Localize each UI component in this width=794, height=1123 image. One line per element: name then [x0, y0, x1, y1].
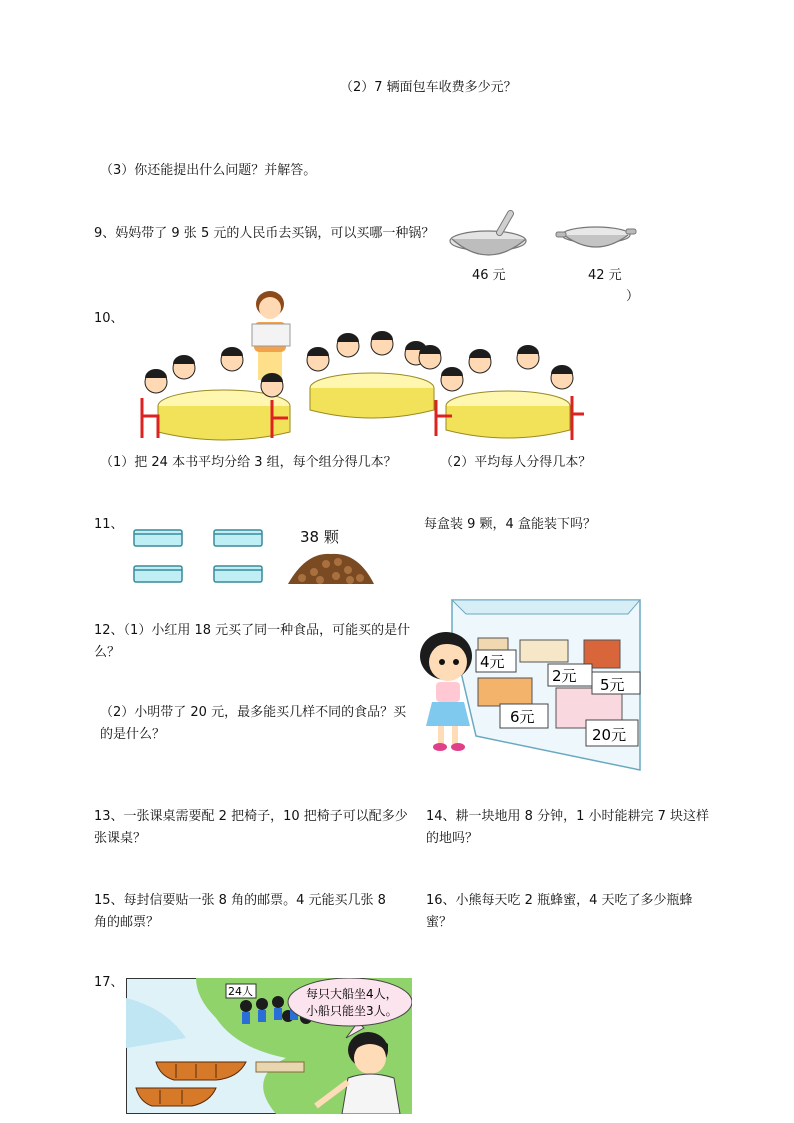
round-table-middle: [310, 373, 434, 418]
crowd-sign: 24人: [228, 985, 253, 998]
wok-b-icon: [556, 227, 636, 247]
snack-box-2: [520, 640, 568, 662]
box-3: [134, 566, 182, 582]
boxes-illustration: [130, 524, 270, 588]
q15-text: 15、每封信要贴一张 8 角的邮票。4 元能买几张 8 角的邮票？: [94, 893, 386, 930]
wok-b-price: 42 元: [588, 268, 622, 283]
q10-part2: （2）平均每人分得几本？: [440, 455, 592, 470]
q10-part1: （1）把 24 本书平均分给 3 组，每个组分得几本？: [100, 455, 397, 470]
snack-box-4: [478, 678, 532, 706]
q10-number: 10、: [94, 311, 124, 326]
price-tag-2: 2元: [552, 667, 577, 685]
q11-question: 每盒装 9 颗，4 盒能装下吗？: [424, 517, 596, 532]
q12-part2: （2）小明带了 20 元，最多能买几样不同的食品？买的是什么？: [100, 705, 407, 742]
wok-illustrations: [448, 205, 638, 265]
dock: [256, 1062, 304, 1072]
food-counter-illustration: [416, 594, 642, 774]
q17-number: 17、: [94, 975, 124, 990]
q13-text: 13、一张课桌需要配 2 把椅子，10 把椅子可以配多少张课桌？: [94, 809, 408, 846]
boats-illustration: [126, 978, 412, 1114]
candy-count-label: 38 颗: [300, 528, 339, 546]
round-table-left: [158, 390, 290, 440]
q12-part1: 12、（1）小红用 18 元买了同一种食品，可能买的是什么？: [94, 623, 411, 660]
price-tag-20: 20元: [592, 726, 627, 744]
q11-number: 11、: [94, 517, 124, 532]
q16-text: 16、小熊每天吃 2 瓶蜂蜜，4 天吃了多少瓶蜂蜜？: [426, 893, 693, 930]
bubble-line-1: 每只大船坐4人，: [306, 987, 398, 1001]
girl-figure: [420, 632, 472, 751]
bubble-line-2: 小船只能坐3人。: [306, 1004, 398, 1018]
price-tag-4: 4元: [480, 653, 505, 671]
box-1: [134, 530, 182, 546]
q14-text: 14、耕一块地用 8 分钟，1 小时能耕完 7 块这样的地吗？: [426, 809, 710, 846]
q9-paren: ）: [626, 289, 640, 304]
box-4: [214, 566, 262, 582]
wok-a-price: 46 元: [472, 268, 506, 283]
round-table-right: [446, 391, 570, 438]
price-tag-5: 5元: [600, 676, 625, 694]
q9-text: 9、妈妈带了 9 张 5 元的人民币去买锅，可以买哪一种锅？: [94, 226, 435, 241]
teacher-figure: [252, 291, 290, 380]
classroom-tables-illustration: [136, 288, 592, 444]
wok-a-icon: [450, 209, 526, 255]
q8-part3: （3）你还能提出什么问题？并解答。: [100, 163, 317, 178]
q8-part2: （2）7 辆面包车收费多少元？: [340, 80, 517, 95]
candy-pile-icon: [286, 548, 376, 586]
price-tag-6: 6元: [510, 708, 535, 726]
box-2: [214, 530, 262, 546]
